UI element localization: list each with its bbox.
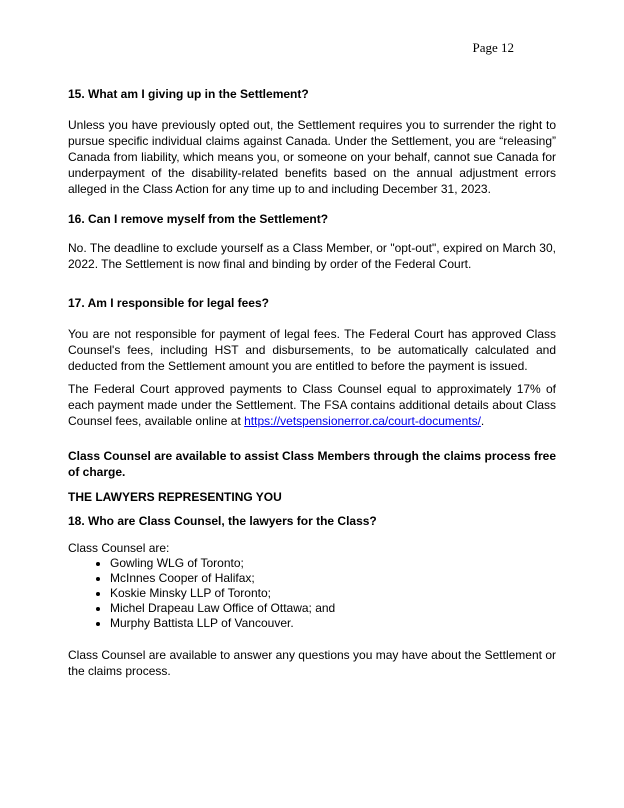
question-17-answer-2 xyxy=(68,381,556,429)
page-number: Page 12 xyxy=(472,40,514,55)
class-counsel-intro: Class Counsel are: xyxy=(68,541,170,555)
list-item-firm: • Murphy Battista LLP of Vancouver. xyxy=(110,616,556,631)
court-documents-link[interactable]: https://vetspensionerror.ca/court-documents/ xyxy=(244,414,481,428)
answer-text-before-link: The Federal Court approved payments to Class Counsel equal to approximately 17% of each payment made under the Settlement. The FSA contains additional details about Class Counsel fees, available online at xyxy=(68,382,556,428)
question-15-heading: 15. What am I giving up in the Settlement? xyxy=(68,87,309,101)
list-item-firm: • McInnes Cooper of Halifax; xyxy=(110,571,556,586)
list-item-firm: • Koskie Minsky LLP of Toronto; xyxy=(110,586,556,601)
question-17-answer-1: You are not responsible for payment of legal fees. The Federal Court has approved Class Counsel's fees, including HST and disbursements, to be automatically calculated and deducted from the Settlement amount you are entitled to before the payment is issued. xyxy=(68,327,556,373)
answer-text-after-link: . xyxy=(480,414,485,428)
class-counsel-outro: Class Counsel are available to answer any questions you may have about the Settlement or the claims process. xyxy=(68,648,556,678)
list-item-firm: • Gowling WLG of Toronto; xyxy=(110,556,556,571)
question-17-heading: 17. Am I responsible for legal fees? xyxy=(68,296,269,310)
question-16-heading: 16. Can I remove myself from the Settlement? xyxy=(68,212,329,226)
question-15-answer: Unless you have previously opted out, the Settlement requires you to surrender the right to pursue specific individual claims against Canada. Under the Settlement, you are “releasing” Canada from liability, which means you, or someone on your behalf, cannot sue Canada for underpayment of the disability-related benefits based on the annual adjustment errors alleged in the Class Action for any time up to and including December 31, 2023. xyxy=(68,118,556,196)
list-item-firm: • Michel Drapeau Law Office of Ottawa; and xyxy=(110,601,556,616)
lawyers-section-heading: THE LAWYERS REPRESENTING YOU xyxy=(68,490,282,504)
question-16-answer: No. The deadline to exclude yourself as a Class Member, or "opt-out", expired on March 30, 2022. The Settlement is now final and binding by order of the Federal Court. xyxy=(68,241,556,271)
question-18-heading: 18. Who are Class Counsel, the lawyers for the Class? xyxy=(68,514,377,528)
class-counsel-list xyxy=(68,556,556,631)
class-counsel-assist-note: Class Counsel are available to assist Class Members through the claims process free of charge. xyxy=(68,449,556,479)
